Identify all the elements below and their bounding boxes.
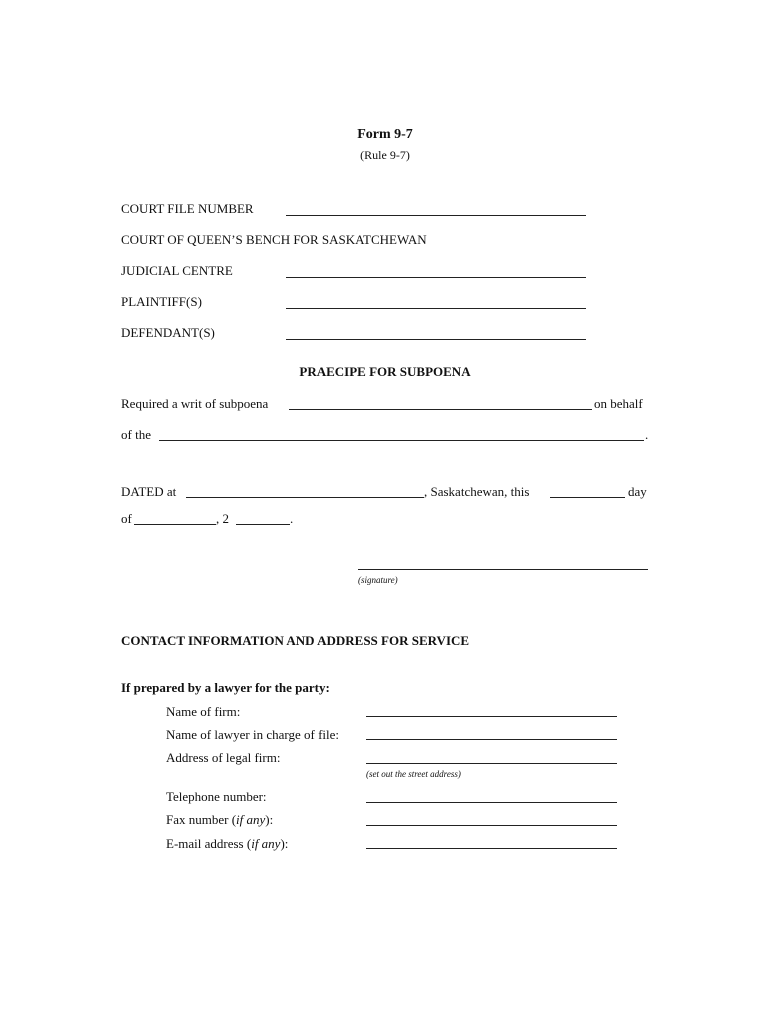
- plaintiff-label: PLAINTIFF(S): [121, 294, 202, 309]
- signature-field[interactable]: [358, 569, 648, 570]
- party-field[interactable]: [159, 440, 644, 441]
- email-field[interactable]: [366, 848, 617, 849]
- defendant-label: DEFENDANT(S): [121, 325, 215, 340]
- signature-caption: (signature): [358, 575, 398, 585]
- form-title: Form 9-7: [357, 127, 413, 142]
- email-label-suffix: ):: [280, 836, 289, 851]
- firm-address-field[interactable]: [366, 763, 617, 764]
- of-the-text: of the: [121, 427, 151, 442]
- telephone-label: Telephone number:: [166, 789, 267, 804]
- day-text: day: [628, 484, 647, 499]
- email-label-prefix: E-mail address (: [166, 836, 252, 851]
- dated-year-field[interactable]: [236, 524, 290, 525]
- firm-name-field[interactable]: [366, 716, 617, 717]
- saskatchewan-this-text: , Saskatchewan, this: [424, 484, 530, 499]
- year-prefix-text: , 2: [216, 511, 229, 526]
- telephone-field[interactable]: [366, 802, 617, 803]
- fax-label-italic: if any: [236, 812, 266, 827]
- rule-reference: (Rule 9-7): [360, 148, 410, 162]
- subpoena-witness-field[interactable]: [289, 409, 592, 410]
- praecipe-heading: PRAECIPE FOR SUBPOENA: [299, 364, 471, 379]
- dated-place-field[interactable]: [186, 497, 424, 498]
- subpoena-text: Required a writ of subpoena: [121, 396, 269, 411]
- dated-end-period: .: [290, 511, 294, 526]
- address-note: (set out the street address): [366, 769, 461, 779]
- fax-field[interactable]: [366, 825, 617, 826]
- period-text: .: [645, 427, 649, 442]
- judicial-centre-label: JUDICIAL CENTRE: [121, 263, 233, 278]
- lawyer-subheading: If prepared by a lawyer for the party:: [121, 680, 330, 695]
- court-file-number-label: COURT FILE NUMBER: [121, 201, 254, 216]
- court-file-number-field[interactable]: [286, 215, 586, 216]
- of-text: of: [121, 511, 132, 526]
- dated-day-field[interactable]: [550, 497, 625, 498]
- fax-label: [166, 812, 273, 828]
- lawyer-name-field[interactable]: [366, 739, 617, 740]
- defendant-field[interactable]: [286, 339, 586, 340]
- contact-heading: CONTACT INFORMATION AND ADDRESS FOR SERVICE: [121, 633, 470, 648]
- court-name: COURT OF QUEEN’S BENCH FOR SASKATCHEWAN: [121, 232, 427, 247]
- email-label: [166, 836, 288, 852]
- email-label-italic: if any: [251, 836, 281, 851]
- firm-address-label: Address of legal firm:: [166, 750, 281, 765]
- fax-label-suffix: ):: [265, 812, 274, 827]
- on-behalf-text: on behalf: [594, 396, 643, 411]
- firm-name-label: Name of firm:: [166, 704, 241, 719]
- dated-at-text: DATED at: [121, 484, 177, 499]
- plaintiff-field[interactable]: [286, 308, 586, 309]
- dated-month-field[interactable]: [134, 524, 216, 525]
- judicial-centre-field[interactable]: [286, 277, 586, 278]
- lawyer-name-label: Name of lawyer in charge of file:: [166, 727, 340, 742]
- fax-label-prefix: Fax number (: [166, 812, 237, 827]
